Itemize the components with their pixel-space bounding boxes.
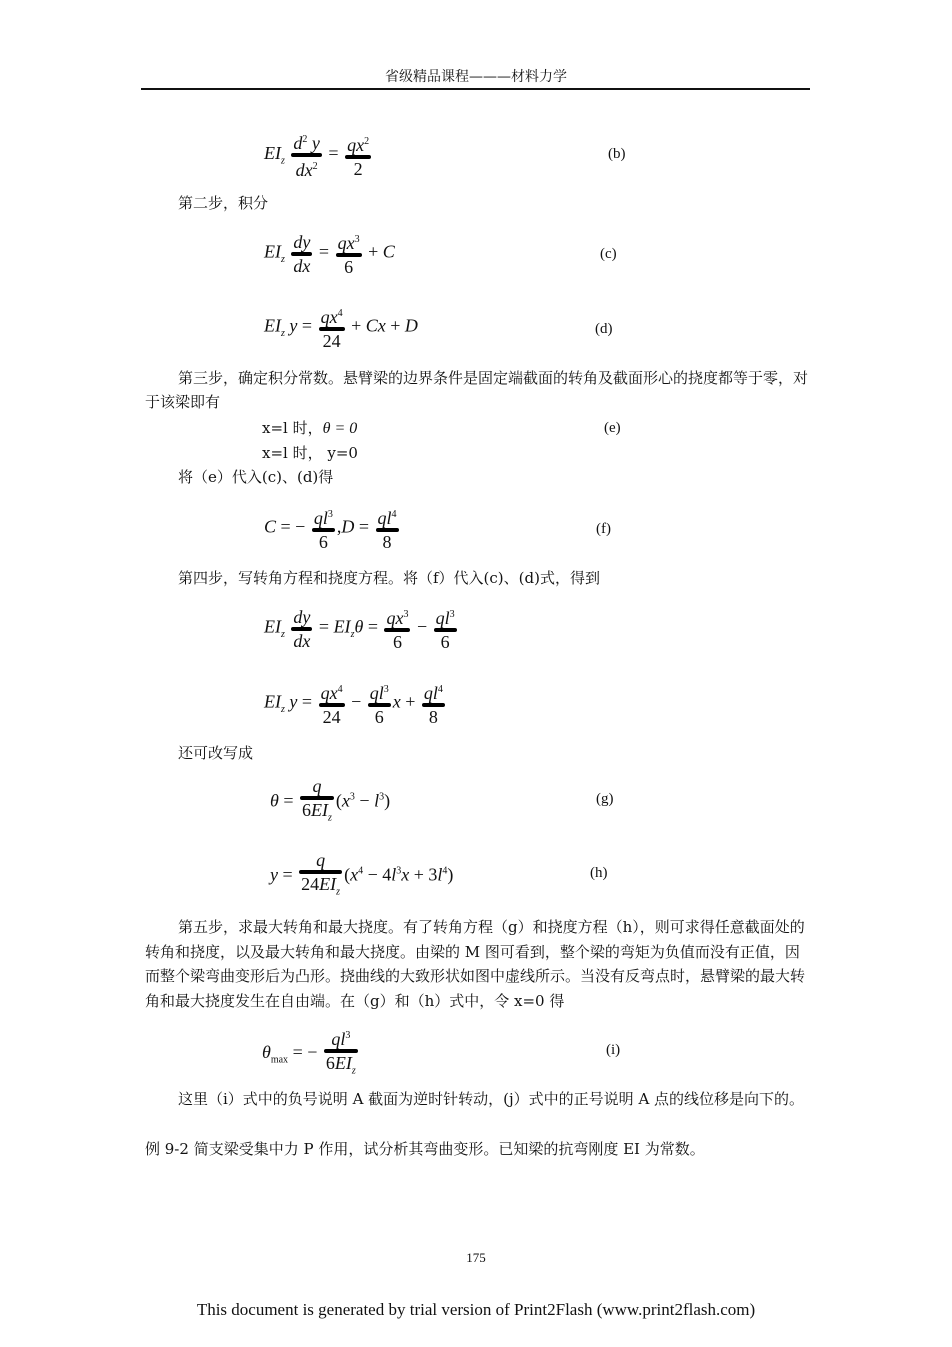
- equation-f-label: (f): [596, 521, 611, 537]
- explain-text: 这里（i）式中的负号说明 A 截面为逆时针转动，(j）式中的正号说明 A 点的线位移是向下的。: [178, 1090, 805, 1108]
- equation-g: θ = $\frac{q}{6EI_z}$ $(x^3 - l^3)$: [270, 776, 391, 824]
- equation-e-line1: x=l 时，θ = 0: [262, 419, 358, 437]
- equation-c: $EI_z$ $\frac{dy}{dx}$ = $\frac{qx^3}{6}$ + C: [264, 231, 395, 277]
- equation-b: $EI_z$ $\frac{d^2 y}{dx^2}$ = $\frac{qx^2}{2}$: [264, 133, 370, 180]
- page-number: 175: [466, 1250, 486, 1265]
- step3-text: 第三步，确定积分常数。悬臂梁的边界条件是固定端截面的转角及截面形心的挠度都等于零，对于该梁即有: [145, 369, 809, 411]
- header-title: 省级精品课程———材料力学: [385, 69, 567, 85]
- equation-d-label: (d): [595, 321, 613, 337]
- equation-c-label: (c): [600, 246, 617, 262]
- substitute-e-text: 将（e）代入(c)、(d)得: [178, 468, 334, 486]
- rewrite-text: 还可改写成: [178, 744, 254, 762]
- equation-e-line2: x=l 时， y=0: [262, 444, 358, 462]
- step5-text: 第五步，求最大转角和最大挠度。有了转角方程（g）和挠度方程（h），则可求得任意截面处的转角和挠度，以及最大转角和最大挠度。由梁的 M 图可看到，整个梁的弯矩为负值而没有正值，因而整个梁弯曲变形后为凸形。挠曲线的大致形状如图中虚线所示。当没有反弯点时，悬臂梁的最大转角和最大挠度发生在自由端。在（g）和（h）式中，令 x=0 得: [145, 918, 806, 1010]
- equation-h: y = $\frac{q}{24EI_z}$ $(x^4 - 4l^3x + 3l^4)$: [270, 850, 454, 898]
- example-text: 例 9-2 简支梁受集中力 P 作用，试分析其弯曲变形。已知梁的抗弯刚度 EI 为常数。: [145, 1140, 705, 1158]
- equation-i-label: (i): [606, 1042, 621, 1058]
- equation-h-label: (h): [590, 865, 608, 881]
- step2-text: 第二步，积分: [178, 194, 269, 212]
- equation-f: C = − $\frac{ql^3}{6}$ ,D = $\frac{ql^4}{8}$: [264, 508, 397, 552]
- equation-y-full: $EI_z$ y = $\frac{qx^4}{24}$ − $\frac{ql^3}{6}$ x + $\frac{ql^4}{8}$: [264, 683, 443, 727]
- equation-i: $\theta_{max}$ = − $\frac{ql^3}{6EI_z}$: [262, 1029, 356, 1077]
- header-rule: [141, 88, 810, 90]
- equation-g-label: (g): [596, 791, 614, 807]
- trial-notice: This document is generated by trial version of Print2Flash (www.print2flash.com): [196, 1300, 756, 1319]
- step4-text: 第四步，写转角方程和挠度方程。将（f）代入(c)、(d)式，得到: [178, 569, 600, 587]
- equation-b-label: (b): [608, 146, 626, 162]
- equation-e-label: (e): [604, 420, 621, 436]
- equation-d: $EI_z$ y = $\frac{qx^4}{24}$ + Cx + D: [264, 307, 418, 351]
- equation-theta-full: $EI_z$ $\frac{dy}{dx}$ = $EI_z\theta$ = $\frac{qx^3}{6}$ − $\frac{ql^3}{6}$: [264, 606, 455, 652]
